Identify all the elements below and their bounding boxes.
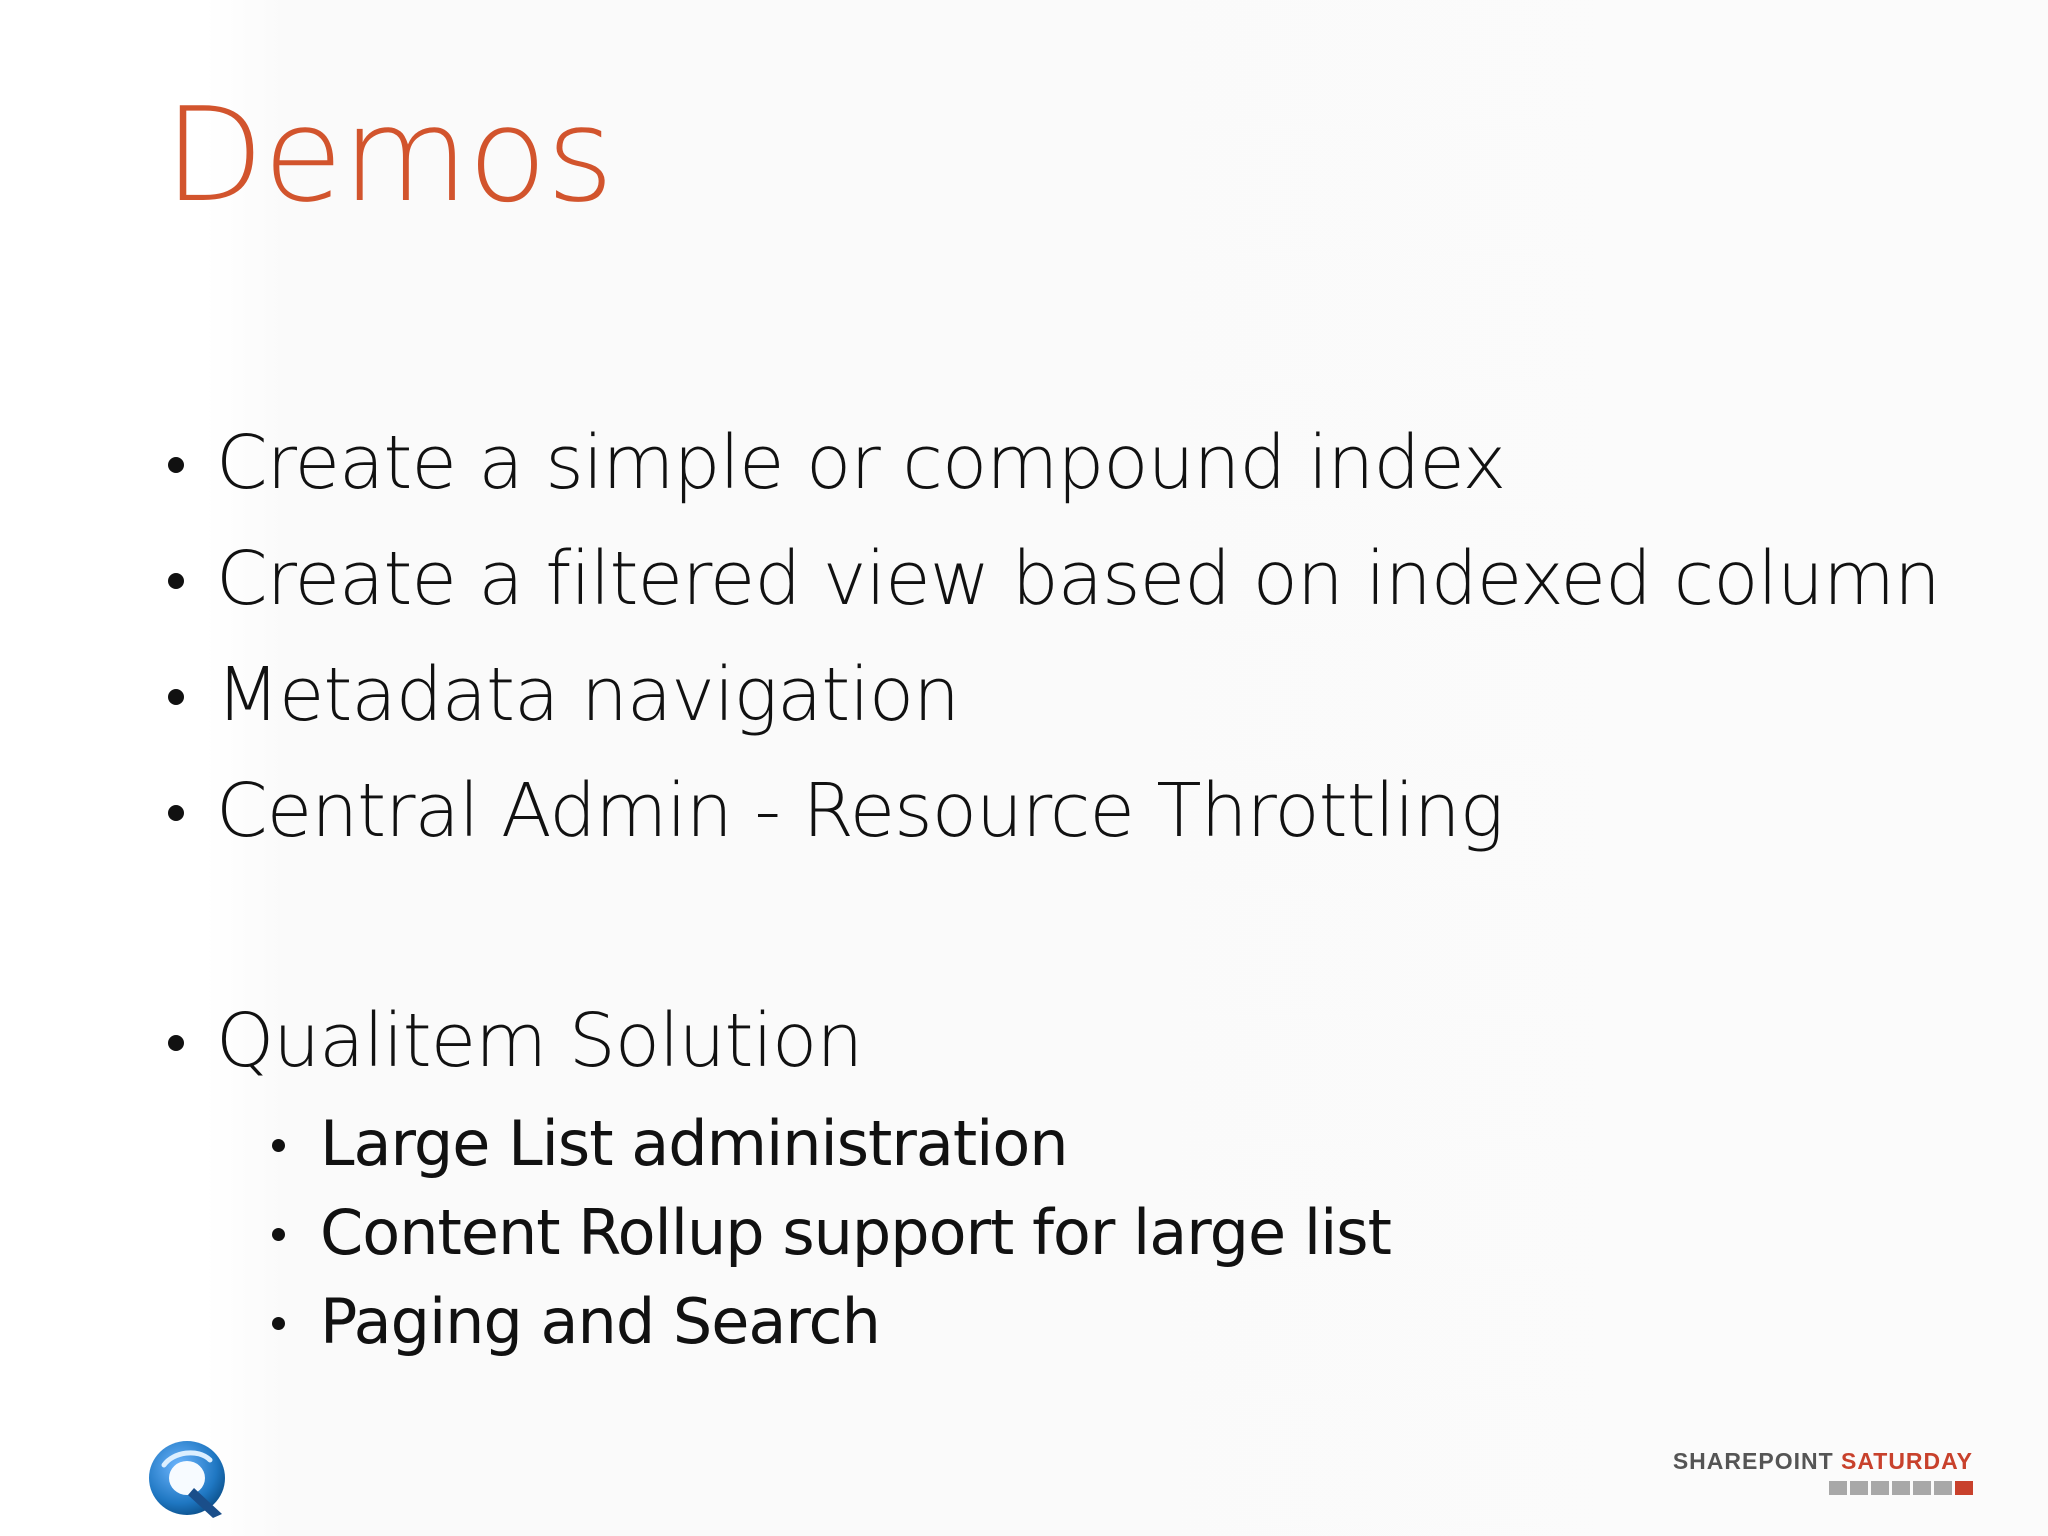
brand-bar-block [1829, 1481, 1847, 1495]
brand-secondary-text: SATURDAY [1841, 1448, 1973, 1474]
bullet-list [164, 405, 1940, 1366]
brand-bar-accent-block [1955, 1481, 1973, 1495]
bullet-item [164, 521, 1940, 637]
sub-bullet-icon [272, 1139, 285, 1152]
brand-bar-block [1934, 1481, 1952, 1495]
sub-bullet-icon [272, 1317, 285, 1330]
sub-bullet-icon [272, 1228, 285, 1241]
brand-bar-block [1892, 1481, 1910, 1495]
solution-label: Qualitem Solution [216, 998, 863, 1084]
bullet-icon [168, 573, 184, 589]
sub-bullet-text: Paging and Search [320, 1285, 880, 1358]
sub-bullet-text: Large List administration [320, 1107, 1068, 1180]
brand-bar-icon [1673, 1481, 1973, 1495]
bullet-text: Create a filtered view based on indexed column [216, 536, 1940, 622]
slide-title: Demos [164, 79, 613, 231]
bullet-icon [168, 457, 184, 473]
bullet-item [164, 753, 1940, 869]
brand-bar-block [1850, 1481, 1868, 1495]
bullet-icon [168, 689, 184, 705]
qualitem-logo-icon [140, 1430, 236, 1526]
brand-bar-block [1913, 1481, 1931, 1495]
sub-bullet-item [268, 1277, 1940, 1366]
bullet-text: Central Admin - Resource Throttling [216, 768, 1504, 854]
solution-bullet [164, 983, 1940, 1099]
brand-primary-text: SHAREPOINT [1672, 1448, 1834, 1474]
bullet-text: Metadata navigation [216, 652, 960, 738]
sub-bullet-item [268, 1099, 1940, 1188]
brand-wordmark [1673, 1450, 1973, 1473]
sub-bullet-item [268, 1188, 1940, 1277]
bullet-item [164, 637, 1940, 753]
sub-bullet-group [164, 1099, 1940, 1366]
bullet-icon [168, 805, 184, 821]
sharepoint-saturday-brand [1673, 1450, 1973, 1495]
bullet-item [164, 405, 1940, 521]
bullet-text: Create a simple or compound index [216, 420, 1506, 506]
sub-bullet-list [164, 1099, 1940, 1366]
sub-bullet-text: Content Rollup support for large list [320, 1196, 1391, 1269]
qualitem-logo-svg [140, 1430, 236, 1526]
brand-bar-block [1871, 1481, 1889, 1495]
bullet-icon [168, 1035, 184, 1051]
